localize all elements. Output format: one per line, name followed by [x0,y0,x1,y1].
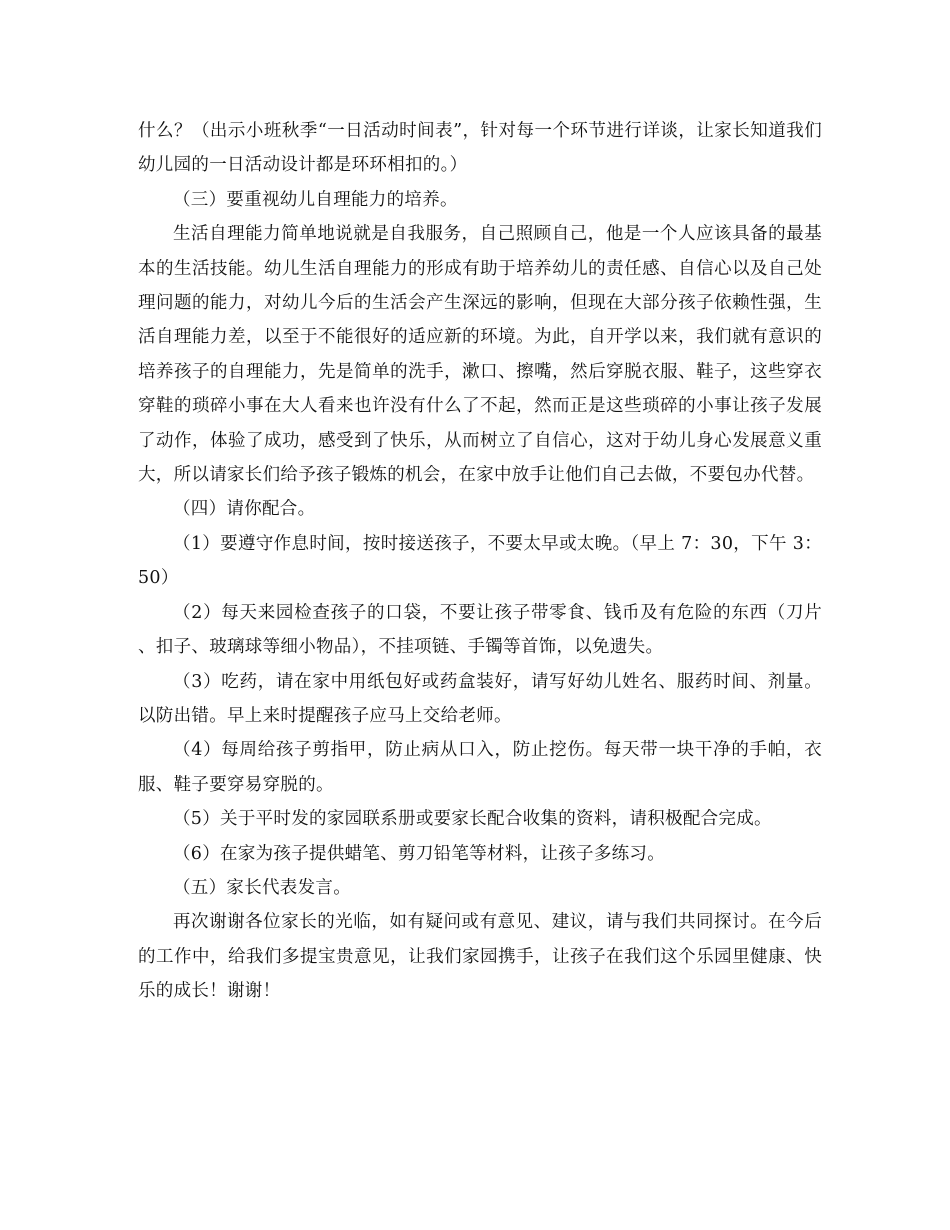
section-heading-3: （三）要重视幼儿自理能力的培养。 [173,189,458,210]
list-item-1: （1）要遵守作息时间，按时接送孩子，不要太早或太晚。（早上 7：30，下午 3：50） [138,533,822,589]
section-heading-4: （四）请你配合。 [173,499,316,520]
document-body [138,114,822,1009]
section-heading-5: （五）家长代表发言。 [173,877,351,898]
list-item-4: （4）每周给孩子剪指甲，防止病从口入，防止挖伤。每天带一块干净的手帕，衣服、鞋子要穿易穿脱的。 [138,740,822,795]
list-item-3: （3）吃药，请在家中用纸包好或药盒装好，请写好幼儿姓名、服药时间、剂量。以防出错。早上来时提醒孩子应马上交给老师。 [138,671,822,726]
closing-paragraph: 再次谢谢各位家长的光临，如有疑问或有意见、建议，请与我们共同探讨。在今后的工作中，给我们多提宝贵意见，让我们家园携手，让孩子在我们这个乐园里健康、快乐的成长！谢谢！ [138,912,822,1002]
list-item-5: （5）关于平时发的家园联系册或要家长配合收集的资料，请积极配合完成。 [173,809,772,830]
paragraph-continued: 什么？（出示小班秋季“一日活动时间表”，针对每一个环节进行详谈，让家长知道我们幼儿园的一日活动设计都是环环相扣的。） [138,121,822,176]
list-item-6: （6）在家为孩子提供蜡笔、剪刀铅笔等材料，让孩子多练习。 [173,843,666,864]
list-item-2: （2）每天来园检查孩子的口袋，不要让孩子带零食、钱币及有危险的东西（刀片、扣子、玻璃球等细小物品），不挂项链、手镯等首饰，以免遗失。 [138,602,822,658]
paragraph-self-care: 生活自理能力简单地说就是自我服务，自己照顾自己，他是一个人应该具备的最基本的生活技能。幼儿生活自理能力的形成有助于培养幼儿的责任感、自信心以及自己处理问题的能力，对幼儿今后的生活会产生深远的影响，但现在大部分孩子依赖性强，生活自理能力差，以至于不能很好的适应新的环境。为此，自开学以来，我们就有意识的培养孩子的自理能力，先是简单的洗手，漱口、擦嘴，然后穿脱衣服、鞋子，这些穿衣穿鞋的琐碎小事在大人看来也许没有什么了不起，然而正是这些琐碎的小事让孩子发展了动作，体验了成功，感受到了快乐，从而树立了自信心，这对于幼儿身心发展意义重大，所以请家长们给予孩子锻炼的机会，在家中放手让他们自己去做，不要包办代替。 [138,224,822,486]
